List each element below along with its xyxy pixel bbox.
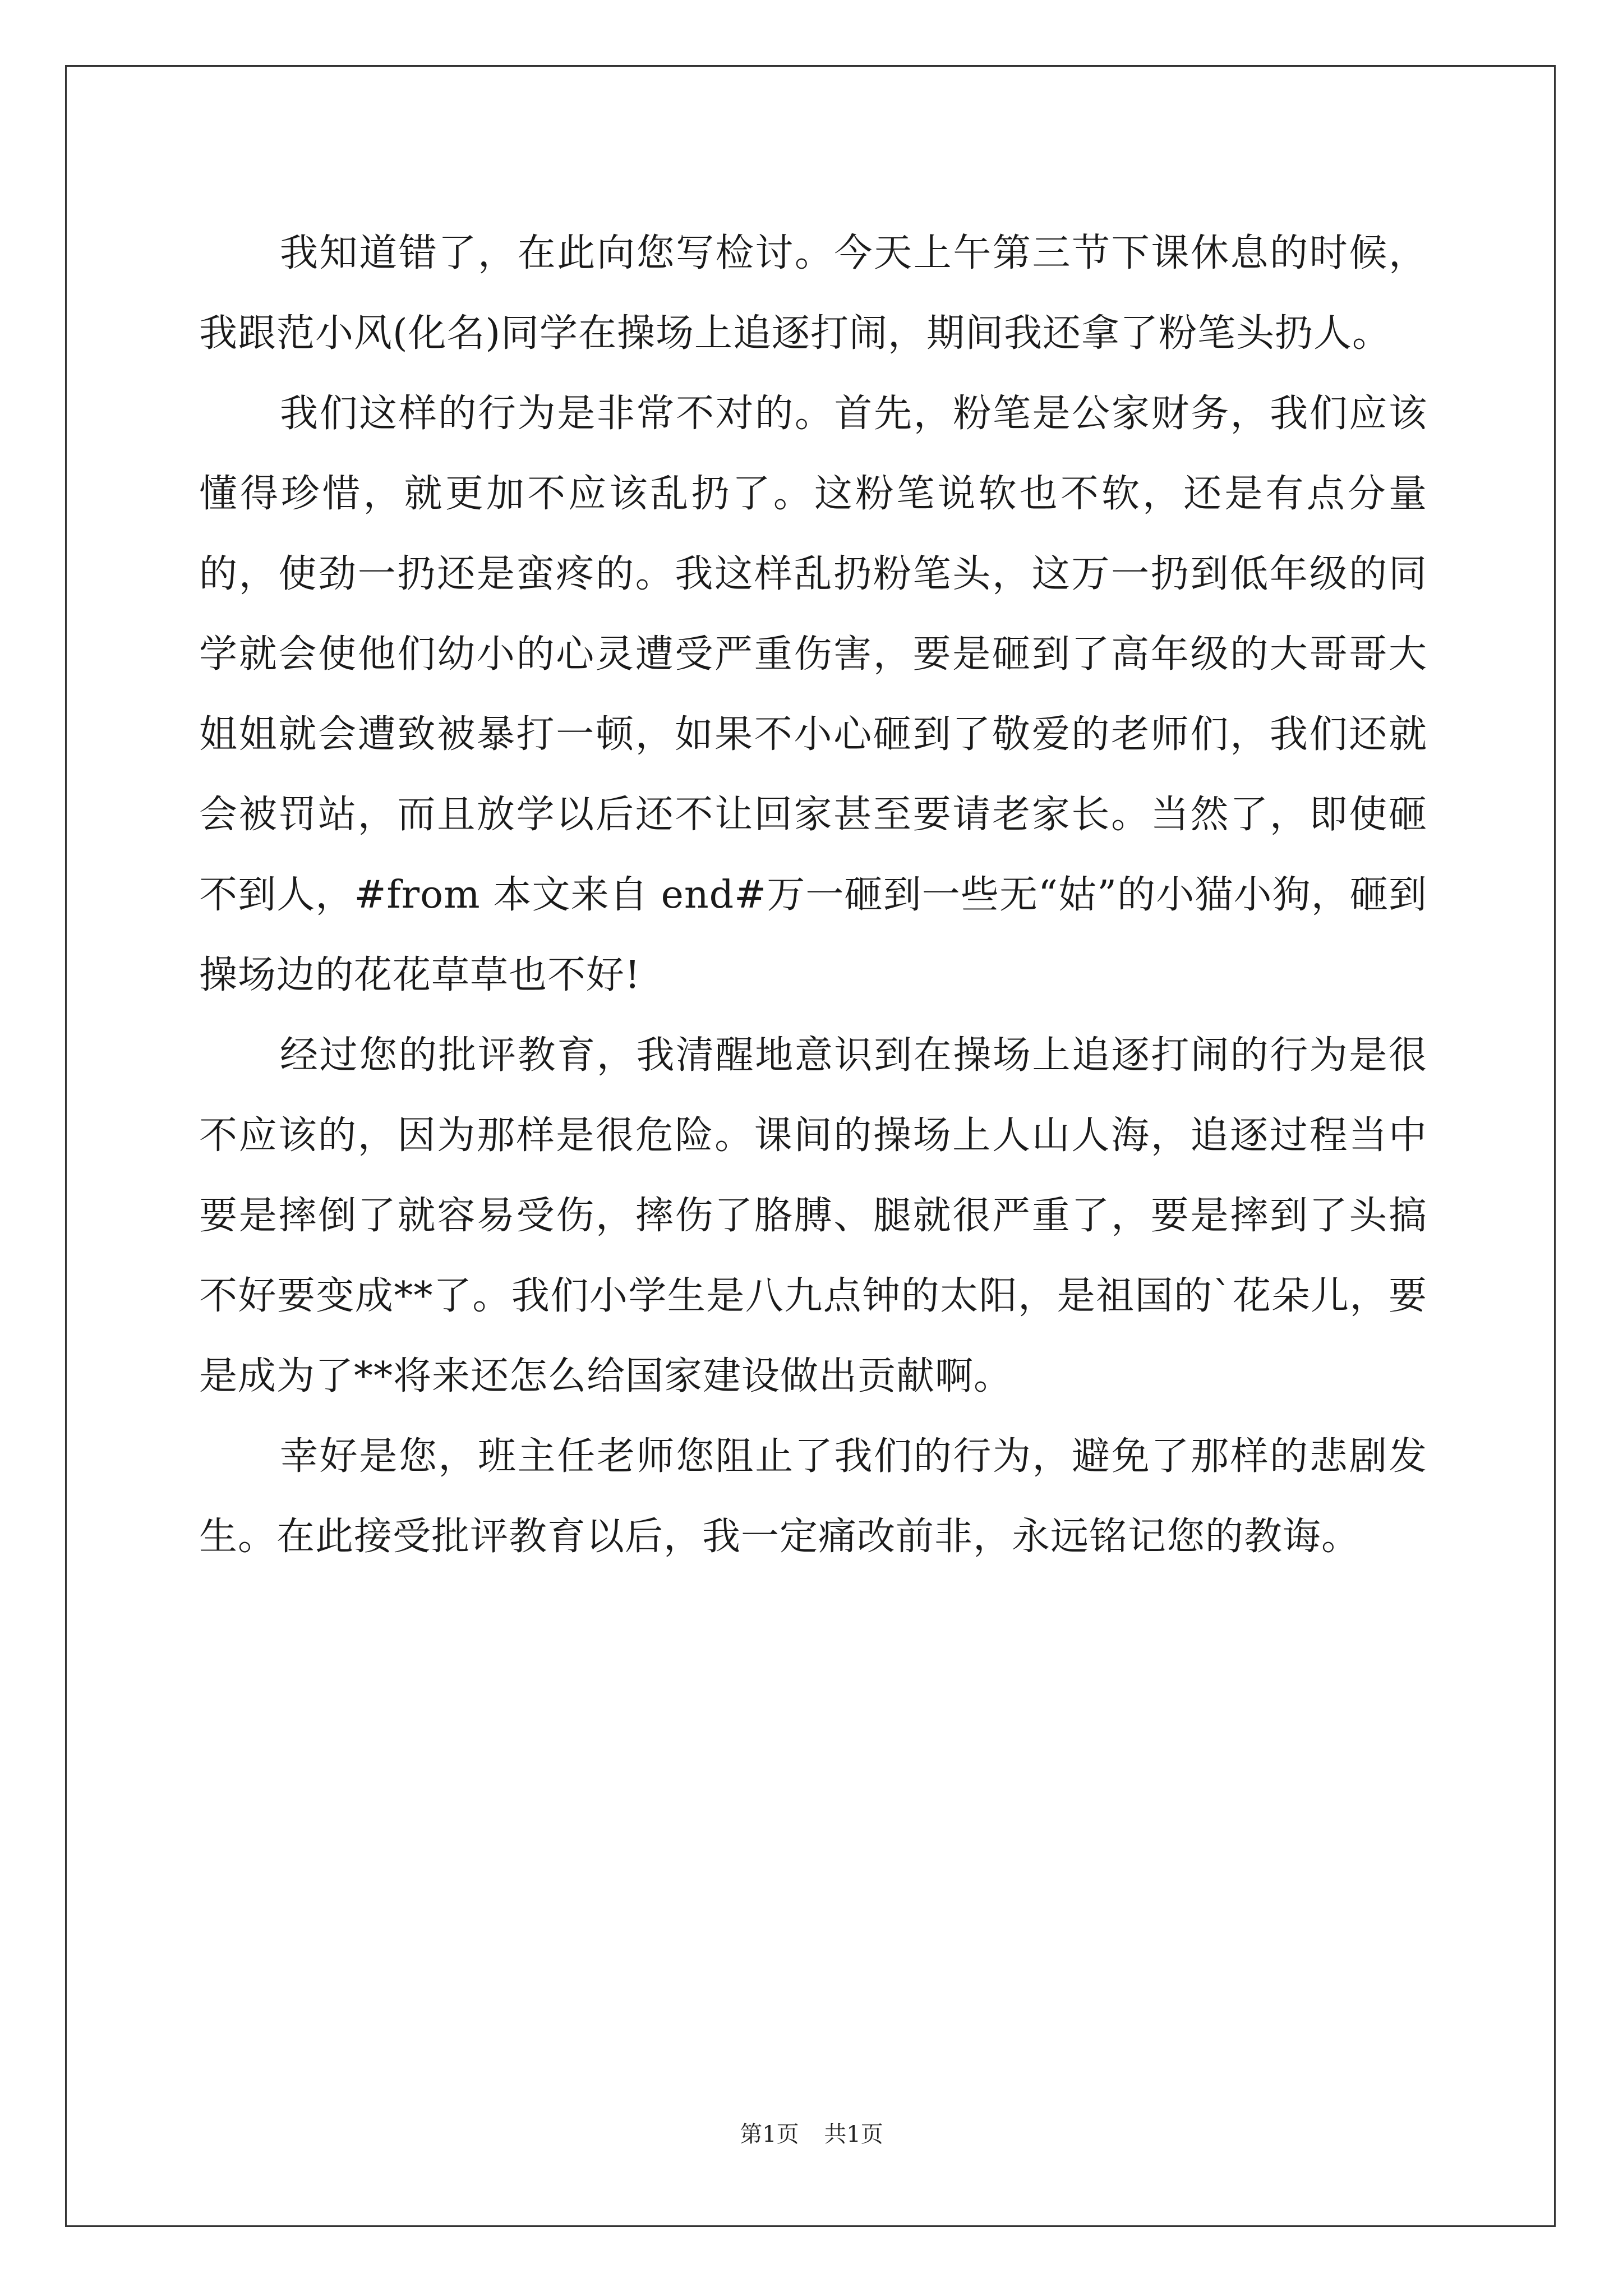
page-number-total: 共1页	[824, 2122, 883, 2147]
page-footer	[0, 2120, 1623, 2148]
paragraph-1: 我知道错了，在此向您写检讨。今天上午第三节下课休息的时候，我跟范小风(化名)同学在操场上追逐打闹，期间我还拿了粉笔头扔人。	[199, 231, 1427, 356]
paragraph-3: 经过您的批评教育，我清醒地意识到在操场上追逐打闹的行为是很不应该的，因为那样是很危险。课间的操场上人山人海，追逐过程当中要是摔倒了就容易受伤，摔伤了胳膊、腿就很严重了，要是摔到了头搞不好要变成**了。我们小学生是八九点钟的太阳，是祖国的`花朵儿，要是成为了**将来还怎么给国家建设做出贡献啊。	[199, 1033, 1427, 1398]
document-body	[199, 213, 1427, 1577]
page-number-current: 第1页	[740, 2122, 799, 2147]
paragraph-2: 我们这样的行为是非常不对的。首先，粉笔是公家财务，我们应该懂得珍惜，就更加不应该乱扔了。这粉笔说软也不软，还是有点分量的，使劲一扔还是蛮疼的。我这样乱扔粉笔头，这万一扔到低年级的同学就会使他们幼小的心灵遭受严重伤害，要是砸到了高年级的大哥哥大姐姐就会遭致被暴打一顿，如果不小心砸到了敬爱的老师们，我们还就会被罚站，而且放学以后还不让回家甚至要请老家长。当然了，即使砸不到人，#from 本文来自 end#万一砸到一些无“姑”的小猫小狗，砸到操场边的花花草草也不好!	[199, 392, 1427, 997]
paragraph-4: 幸好是您，班主任老师您阻止了我们的行为，避免了那样的悲剧发生。在此接受批评教育以后，我一定痛改前非，永远铭记您的教诲。	[199, 1434, 1427, 1559]
